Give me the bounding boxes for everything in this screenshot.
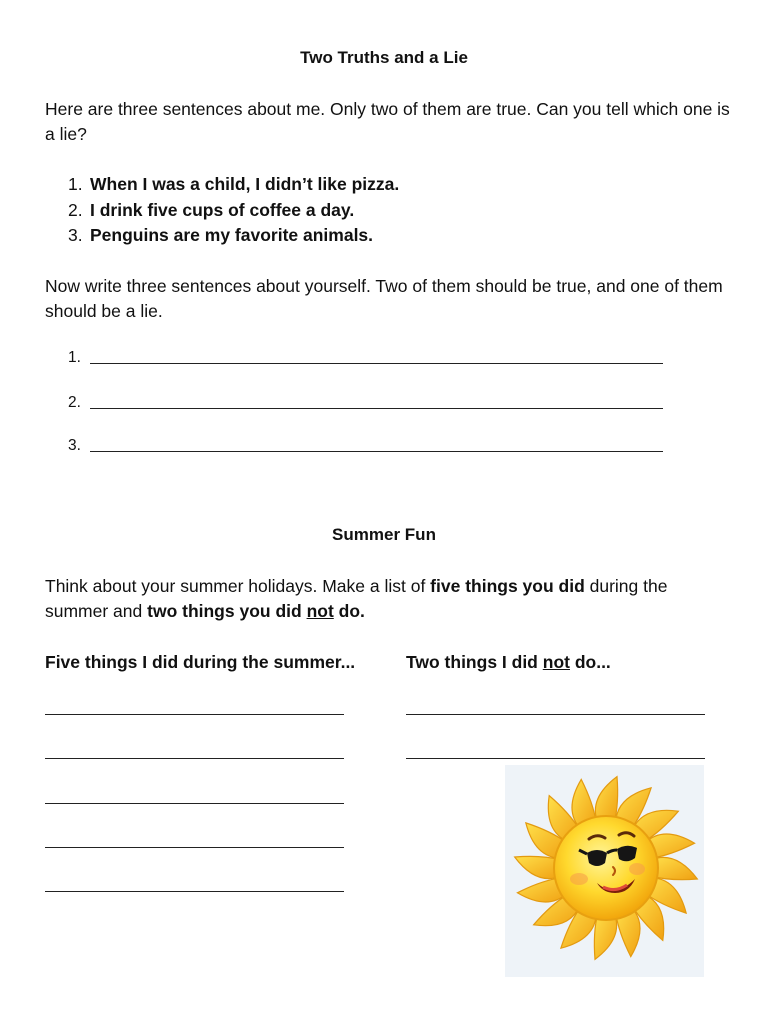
- header-text: do...: [569, 652, 611, 672]
- list-item-number: 1.: [68, 174, 83, 194]
- column-header-did-not: [406, 650, 611, 674]
- answer-underline: [90, 408, 663, 409]
- list-item: [68, 223, 399, 249]
- answer-line-1[interactable]: [68, 348, 668, 368]
- intro-bold-text: do.: [333, 601, 365, 621]
- list-item-text: When I was a child, I didn’t like pizza.: [90, 174, 400, 194]
- column-header-did: Five things I did during the summer...: [45, 652, 356, 672]
- smiling-sun-with-sunglasses-icon: [505, 765, 704, 977]
- answer-underline: [90, 451, 663, 452]
- intro-text: during the summer and: [45, 576, 668, 621]
- answer-line-2[interactable]: [68, 393, 668, 413]
- header-underlined-text: not: [542, 652, 570, 672]
- answer-line-number: 1.: [68, 349, 81, 366]
- example-sentences-list: [68, 172, 399, 249]
- sun-illustration: [505, 765, 704, 977]
- list-item-text: I drink five cups of coffee a day.: [90, 199, 355, 220]
- answer-line-3[interactable]: [68, 436, 668, 456]
- intro-bold-text: two things you did: [147, 601, 307, 621]
- intro-underlined-text: not: [306, 601, 334, 621]
- answer-line-number: 3.: [68, 437, 81, 454]
- intro-bold-text: five things you did: [430, 576, 585, 596]
- did-answer-line[interactable]: [45, 803, 344, 804]
- did-answer-line[interactable]: [45, 891, 344, 892]
- did-answer-line[interactable]: [45, 758, 344, 759]
- did-not-answer-line[interactable]: [406, 758, 705, 759]
- list-item: [68, 172, 399, 198]
- header-text: Two things I did: [406, 652, 543, 672]
- list-item-number: 2.: [68, 199, 83, 220]
- instruction-paragraph: Now write three sentences about yourself. Two of them should be true, and one of them should be a lie.: [45, 276, 723, 321]
- section-title-summer-fun: Summer Fun: [332, 525, 436, 544]
- did-answer-line[interactable]: [45, 847, 344, 848]
- answer-line-number: 2.: [68, 394, 81, 411]
- did-answer-line[interactable]: [45, 714, 344, 715]
- summer-intro-paragraph: [45, 574, 735, 624]
- list-item-text: Penguins are my favorite animals.: [90, 225, 374, 245]
- list-item-number: 3.: [68, 225, 83, 245]
- answer-underline: [90, 363, 663, 364]
- intro-text: Think about your summer holidays. Make a list of: [45, 576, 431, 596]
- list-item: [68, 198, 399, 224]
- did-not-answer-line[interactable]: [406, 714, 705, 715]
- intro-paragraph: Here are three sentences about me. Only two of them are true. Can you tell which one is a lie?: [45, 99, 730, 144]
- section-title-two-truths: Two Truths and a Lie: [300, 48, 468, 67]
